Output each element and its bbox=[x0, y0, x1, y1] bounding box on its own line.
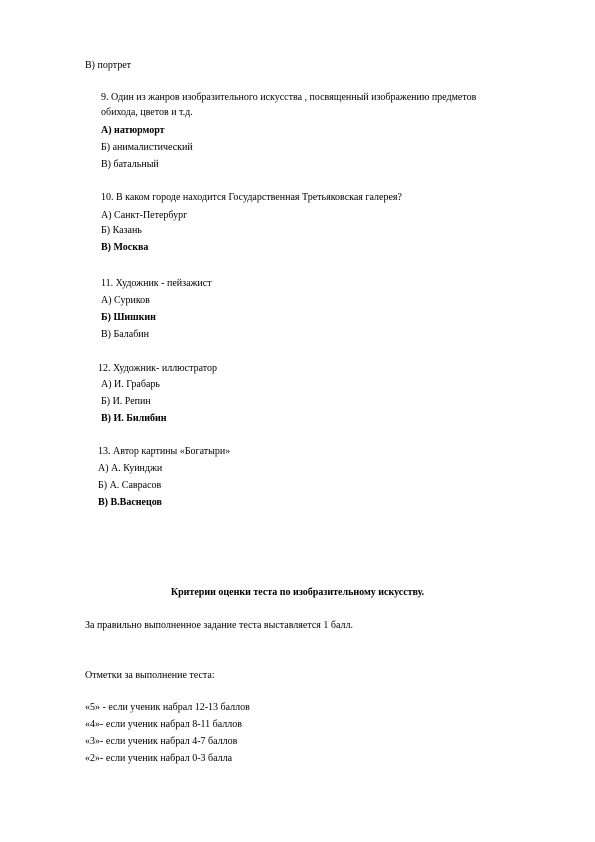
marks-heading: Отметки за выполнение теста: bbox=[85, 670, 215, 681]
question-text: 12. Художник- иллюстратор bbox=[98, 363, 218, 374]
mark-item: «3»- если ученик набрал 4-7 баллов bbox=[85, 736, 238, 747]
answer-option: А) И. Грабарь bbox=[101, 379, 160, 390]
answer-option-correct: А) натюрморт bbox=[101, 125, 165, 136]
answer-option: Б) Казань bbox=[101, 225, 142, 236]
answer-option-correct: В) Москва bbox=[101, 242, 149, 253]
mark-item: «4»- если ученик набрал 8-11 баллов bbox=[85, 719, 242, 730]
answer-option: В) Балабин bbox=[101, 329, 149, 340]
answer-option: Б) анималистический bbox=[101, 142, 193, 153]
answer-option-correct: Б) Шишкин bbox=[101, 312, 156, 323]
criteria-rule: За правильно выполненное задание теста выставляется 1 балл. bbox=[85, 620, 353, 631]
prev-question-option: В) портрет bbox=[85, 60, 132, 71]
answer-option: В) батальный bbox=[101, 159, 159, 170]
answer-option: Б) А. Саврасов bbox=[98, 480, 162, 491]
answer-option-correct: В) И. Билибин bbox=[101, 413, 167, 424]
question-text: 13. Автор картины «Богатыри» bbox=[98, 446, 231, 457]
question-text: 9. Один из жанров изобразительного искусства , посвященный изображению предметов bbox=[101, 92, 477, 103]
question-text: 11. Художник - пейзажист bbox=[101, 278, 212, 289]
answer-option: Б) И. Репин bbox=[101, 396, 151, 407]
question-text: 10. В каком городе находится Государственная Третьяковская галерея? bbox=[101, 192, 402, 203]
mark-item: «5» - если ученик набрал 12-13 баллов bbox=[85, 702, 250, 713]
mark-item: «2»- если ученик набрал 0-3 балла bbox=[85, 753, 233, 764]
question-text-continued: обихода, цветов и т.д. bbox=[101, 107, 193, 118]
answer-option: А) Санкт-Петербург bbox=[101, 210, 188, 221]
criteria-title: Критерии оценки теста по изобразительному искусству. bbox=[170, 587, 425, 598]
answer-option-correct: В) В.Васнецов bbox=[98, 497, 162, 508]
answer-option: А) Суриков bbox=[101, 295, 150, 306]
answer-option: А) А. Куинджи bbox=[98, 463, 163, 474]
